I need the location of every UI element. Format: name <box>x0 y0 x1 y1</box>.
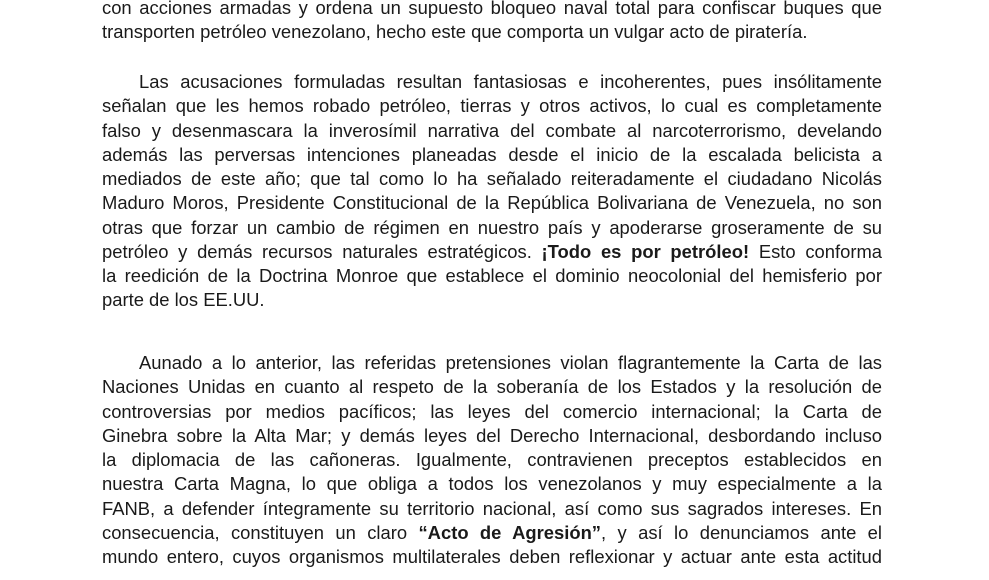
text-line-mixed <box>102 521 882 545</box>
text-line: la reedición de la Doctrina Monroe que establece el dominio neocolonial del hemisferio por <box>102 265 882 286</box>
text-line: con acciones armadas y ordena un supuesto bloqueo naval total para confiscar buques que <box>102 0 882 18</box>
text-line: mundo entero, cuyos organismos multilaterales deben reflexionar y actuar ante esta actitud <box>102 546 882 567</box>
paragraph-0 <box>102 0 882 45</box>
text-line: Las acusaciones formuladas resultan fantasiosas e incoherentes, pues insólitamente <box>139 71 882 92</box>
text-line: Maduro Moros, Presidente Constitucional de la República Bolivariana de Venezuela, no son <box>102 192 882 214</box>
bold-emphasis: “Acto de Agresión” <box>418 521 602 543</box>
text-line: nuestra Carta Magna, lo que obliga a todos los venezolanos y muy especialmente a la <box>102 473 882 495</box>
text-segment: consecuencia, constituyen un claro <box>102 521 408 543</box>
text-line: señalan que les hemos robado petróleo, tierras y otros activos, lo cual es completamente <box>102 95 882 117</box>
text-line: mediados de este año; que tal como lo ha señalado reiteradamente el ciudadano Nicolás <box>102 168 882 189</box>
bold-emphasis: ¡Todo es por petróleo! <box>541 240 750 262</box>
text-line: además las perversas intenciones planeadas desde el inicio de la escalada belicista a <box>102 143 882 165</box>
text-line: parte de los EE.UU. <box>102 289 265 311</box>
text-line: Naciones Unidas en cuanto al respeto de la soberanía de los Estados y la resolución de <box>102 376 882 398</box>
text-line: controversias por medios pacíficos; las leyes del comercio internacional; la Carta de <box>102 400 882 422</box>
text-line-mixed <box>102 240 882 264</box>
text-line: Ginebra sobre la Alta Mar; y demás leyes del Derecho Internacional, desbordando incluso <box>102 424 882 446</box>
paragraph-1 <box>102 70 882 313</box>
text-line: otras que forzar un cambio de régimen en nuestro país y apoderarse groseramente de su <box>102 216 882 238</box>
paragraph-2 <box>102 351 882 569</box>
text-segment: Esto conforma <box>758 240 882 262</box>
text-line: la diplomacia de las cañoneras. Igualmente, contravienen preceptos establecidos en <box>102 449 882 470</box>
text-segment: , y así lo denunciamos ante el <box>601 521 882 543</box>
text-line: transporten petróleo venezolano, hecho este que comporta un vulgar acto de piratería. <box>102 21 808 43</box>
text-segment: petróleo y demás recursos naturales estratégicos. <box>102 240 532 262</box>
text-line: FANB, a defender íntegramente su territorio nacional, así como sus sagrados intereses. En <box>102 497 882 519</box>
text-line: Aunado a lo anterior, las referidas pretensiones violan flagrantemente la Carta de las <box>139 352 882 373</box>
text-line: falso y desenmascara la inverosímil narrativa del combate al narcoterrorismo, develando <box>102 119 882 141</box>
